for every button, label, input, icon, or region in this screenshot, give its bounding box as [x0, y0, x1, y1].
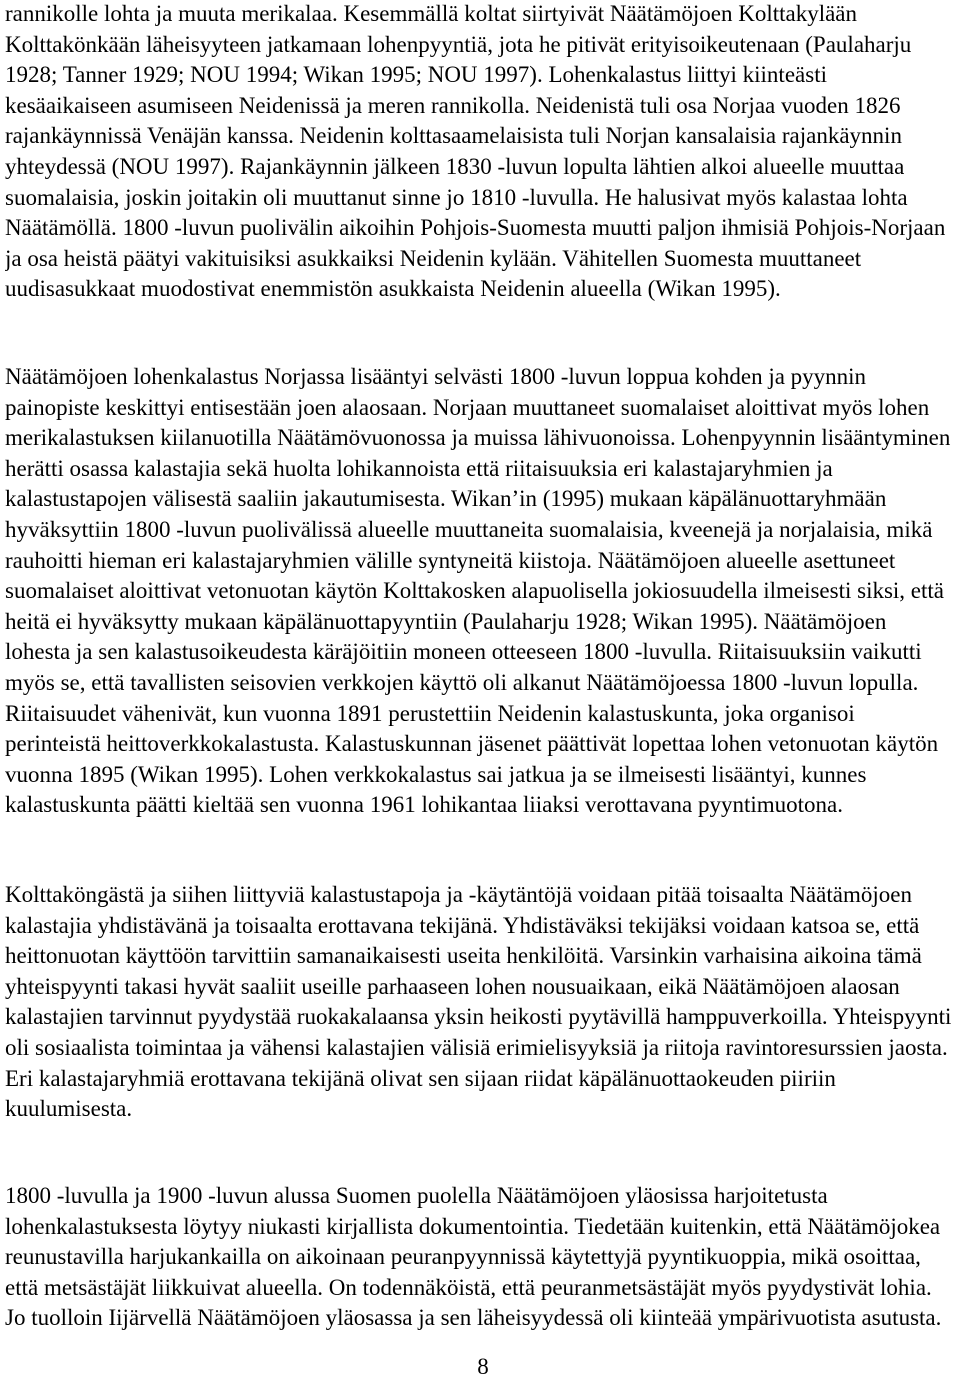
text-line: heitä ei hyväksytty mukaan käpälänuottapyyntiin (Paulaharju 1928; Wikan 1995). Näätämöjoen — [5, 608, 887, 634]
text-line: kesäaikaiseen asumiseen Neidenissä ja meren rannikolla. Neidenistä tuli osa Norjaa vuoden 1826 — [5, 92, 901, 118]
text-line: Kolttaköngästä ja siihen liittyviä kalastustapoja ja -käytäntöjä voidaan pitää toisaalta Näätämöjoen — [5, 882, 912, 907]
text-line: Kolttakönkään läheisyyteen jatkamaan lohenpyyntiä, jota he pitivät erityisoikeutenaan (Paulaharju — [5, 31, 912, 57]
text-line: rauhoitti hieman eri kalastajaryhmien välille syntyneitä kiistoja. Näätämöjoen alueelle asettuneet — [5, 547, 896, 573]
text-line: ja osa heistä päätyi vakituisiksi asukkaiksi Neidenin kylään. Vähitellen Suomesta muuttaneet — [5, 245, 862, 271]
text-line: lohesta ja sen kalastusoikeudesta käräjöitiin moneen otteeseen 1800 -luvulla. Riitaisuuksiin vaikutti — [5, 639, 922, 665]
text-line: kalastajien tarvinnut pyydystää ruokakalaansa yksin heikosti pyytävillä hamppuverkoilla. Yhteispyynti — [5, 1004, 952, 1030]
text-line: herätti osassa kalastajia sekä huolta lohikannoista että riitaisuuksia eri kalastajaryhmien ja — [5, 455, 833, 481]
text-line: painopiste keskittyi entisestään joen alaosaan. Norjaan muuttaneet suomalaiset aloittivat myös lohen — [5, 394, 930, 420]
text-line: Eri kalastajaryhmiä erottavana tekijänä olivat sen sijaan riidat käpälänuottaokeuden piiriin — [5, 1065, 836, 1091]
text-line: myös se, että tavallisten seisovien verkkojen käyttö oli alkanut Näätämöjoessa 1800 -luvun lopulla. — [5, 669, 919, 695]
text-line: perinteistä heittoverkkokalastusta. Kalastuskunnan jäsenet päättivät lopettaa lohen vetonuotan käytön — [5, 731, 939, 757]
text-line: rajankäynnissä Venäjän kanssa. Neidenin kolttasaamelaisista tuli Norjan kansalaisia rajankäynnin — [5, 123, 902, 149]
text-line: suomalaiset aloittivat vetonuotan käytön Kolttakosken alapuolisella jokiosuudella ilmeisesti siksi, että — [5, 578, 944, 604]
text-line: kalastajia yhdistävänä ja toisaalta erottavana tekijänä. Yhdistäväksi tekijäksi voidaan katsoa se, että — [5, 912, 920, 938]
page-number: 8 — [477, 1354, 489, 1379]
paragraph — [5, 362, 955, 821]
paragraph — [5, 880, 955, 1125]
text-line: Riitaisuudet vähenivät, kun vuonna 1891 perustettiin Neidenin kalastuskunta, joka organisoi — [5, 700, 855, 726]
text-line: uudisasukkaat muodostivat enemmistön asukkaista Neidenin alueella (Wikan 1995). — [5, 276, 781, 302]
text-line: hyväksyttiin 1800 -luvun puolivälissä alueelle muuttaneita suomalaisia, kveenejä ja norjalaisia, mikä — [5, 516, 933, 542]
text-line: 1928; Tanner 1929; NOU 1994; Wikan 1995; NOU 1997). Lohenkalastus liittyi kiinteästi — [5, 62, 827, 88]
text-line: lohenkalastuksesta löytyy niukasti kirjallista dokumentointia. Tiedetään kuitenkin, että Näätämöjokea — [5, 1213, 941, 1239]
text-line: yhteispyynti takasi hyvät saaliit useille parhaaseen lohen nousuaikaan, eikä Näätämöjoen alaosan — [5, 973, 900, 999]
text-line: merikalastuksen kiilanuotilla Näätämövuonossa ja muissa lähivuonoissa. Lohenpyynnin lisääntyminen — [5, 425, 951, 451]
text-line: että metsästäjät liikkuivat alueella. On todennäköistä, että peuranmetsästäjät myös pyydystivät lohia. — [5, 1274, 932, 1300]
paragraph — [5, 1181, 955, 1334]
text-line: kalastuskunta päätti kieltää sen vuonna 1961 lohikantaa liiaksi verottavana pyyntimuotona. — [5, 792, 844, 818]
text-line: heittonuotan käyttöön tarvittiin samanaikaisesti useita henkilöitä. Varsinkin varhaisina aikoina tämä — [5, 943, 922, 969]
text-line: kuulumisesta. — [5, 1096, 133, 1122]
text-line: suomalaisia, joskin joitakin oli muuttanut sinne jo 1810 -luvulla. He halusivat myös kalastaa lohta — [5, 184, 908, 210]
text-line: Näätämöjoen lohenkalastus Norjassa lisääntyi selvästi 1800 -luvun loppua kohden ja pyynnin — [5, 364, 867, 389]
text-line: oli sosiaalista toimintaa ja vähensi kalastajien välisiä erimielisyyksiä ja riitoja ravintoresurssien jaosta. — [5, 1034, 948, 1060]
text-line: 1800 -luvulla ja 1900 -luvun alussa Suomen puolella Näätämöjoen yläosissa harjoitetusta — [5, 1183, 828, 1208]
text-line: vuonna 1895 (Wikan 1995). Lohen verkkokalastus sai jatkua ja se ilmeisesti lisääntyi, kunnes — [5, 761, 867, 787]
text-line: Jo tuolloin Iijärvellä Näätämöjoen yläosassa ja sen läheisyydessä oli kiinteää ympärivuotista asutusta. — [5, 1305, 942, 1331]
text-line: kalastustapojen välisestä saaliin jakautumisesta. Wikan’in (1995) mukaan käpälänuottaryhmään — [5, 486, 887, 512]
text-line: reunustavilla harjukankailla on aikoinaan peuranpyynnissä käytettyjä pyyntikuoppia, mikä osoittaa, — [5, 1244, 921, 1270]
text-line: yhteydessä (NOU 1997). Rajankäynnin jälkeen 1830 -luvun lopulta lähtien alkoi alueelle muuttaa — [5, 153, 905, 179]
text-line: rannikolle lohta ja muuta merikalaa. Kesemmällä koltat siirtyivät Näätämöjoen Kolttakylään — [5, 1, 857, 26]
text-line: Näätämöllä. 1800 -luvun puolivälin aikoihin Pohjois-Suomesta muutti paljon ihmisiä Pohjois-Norjaan — [5, 215, 946, 241]
paragraph — [5, 0, 955, 305]
